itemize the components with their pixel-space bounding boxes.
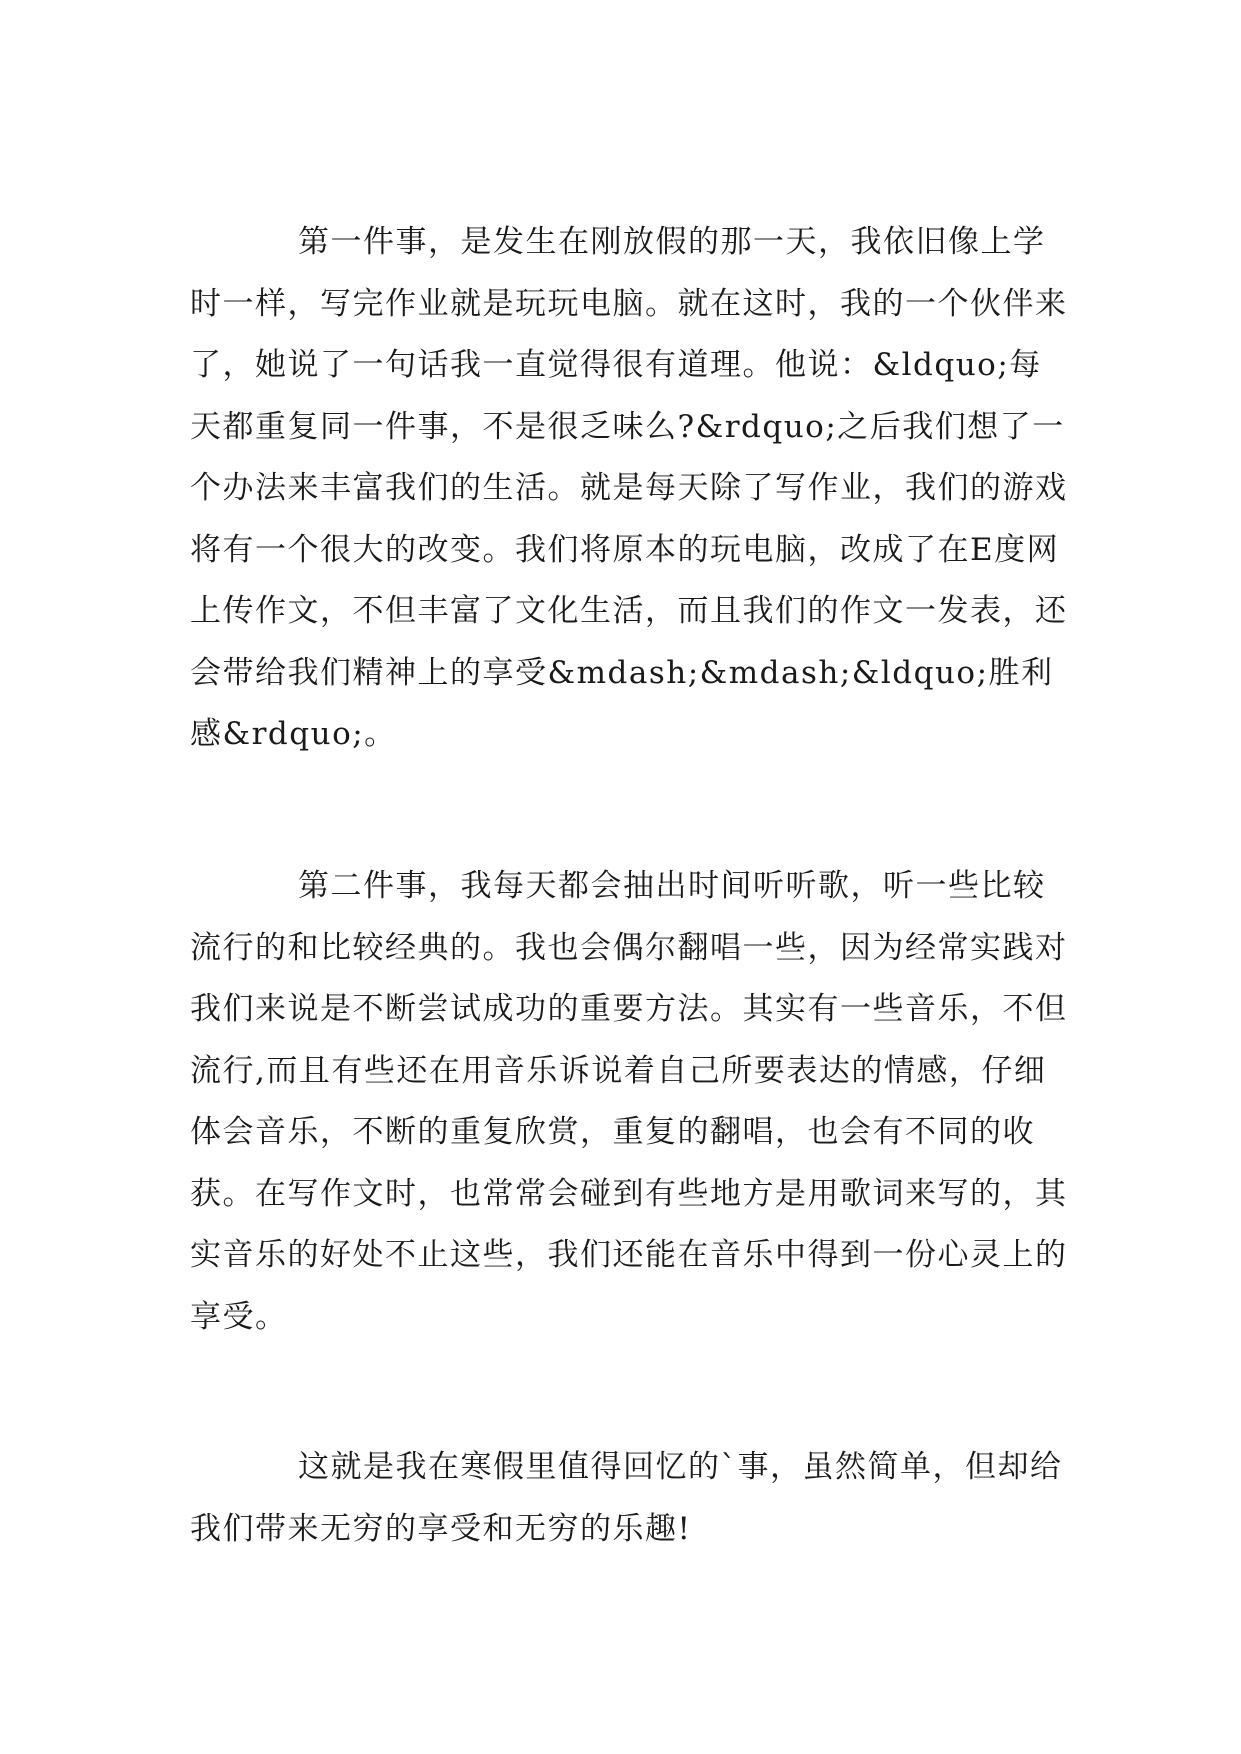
paragraph-second-event: 第二件事，我每天都会抽出时间听听歌，听一些比较流行的和比较经典的。我也会偶尔翻唱一些，因为经常实践对我们来说是不断尝试成功的重要方法。其实有一些音乐，不但流行,而且有些还在用音乐诉说着自己所要表达的情感，仔细体会音乐，不断的重复欣赏，重复的翻唱，也会有不同的收获。在写作文时，也常常会碰到有些地方是用歌词来写的，其实音乐的好处不止这些，我们还能在音乐中得到一份心灵上的享受。 bbox=[190, 868, 1068, 1335]
paragraph-first-event: 第一件事，是发生在刚放假的那一天，我依旧像上学时一样，写完作业就是玩玩电脑。就在这时，我的一个伙伴来了，她说了一句话我一直觉得很有道理。他说：&ldquo;每天都重复同一件事，不是很乏味么?&rdquo;之后我们想了一个办法来丰富我们的生活。就是每天除了写作业，我们的游戏将有一个很大的改变。我们将原本的玩电脑，改成了在E度网上传作文，不但丰富了文化生活，而且我们的作文一发表，还会带给我们精神上的享受&mdash;&mdash;&ldquo;胜利感&rdquo;。 bbox=[190, 224, 1068, 752]
paragraph-conclusion: 这就是我在寒假里值得回忆的`事，虽然简单，但却给我们带来无穷的享受和无穷的乐趣! bbox=[190, 1449, 1063, 1547]
